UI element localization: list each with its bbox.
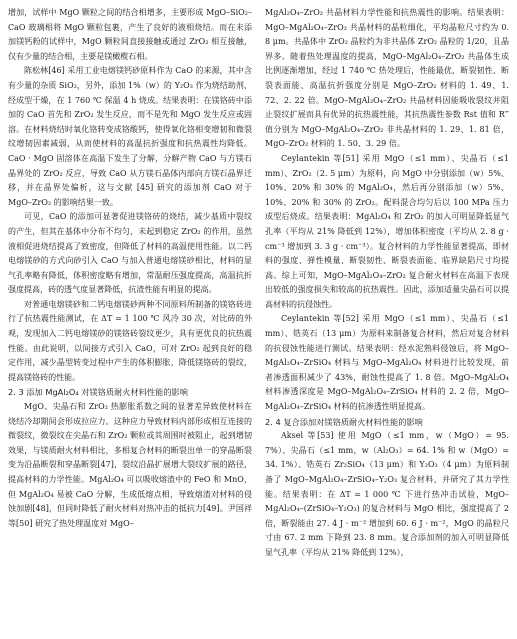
paragraph: 增加，试样中 MgO 颗粒之间的结合相增多，主要形成 MgO–SiO₂–CaO 玻璃相将 MgO 颗粒包裹，产生了良好的液相烧结。而在未添加镁钙粉的试样中，MgO 颗粒间直接接触或通过 ZrO₂ 相互接触，仅有少量的结合相，主要是镁橄榄石相。	[8, 8, 252, 61]
section-heading: 2. 3 添加 MgAl₂O₄ 对镁铬质耐火材料性能的影响	[8, 387, 188, 398]
left-column	[8, 6, 252, 633]
paragraph: 可见，CaO 的添加可显著促进镁铬砖的烧结，减少基质中裂纹的产生，但其在基体中分布不均匀，未起到稳定 ZrO₂ 的作用，虽然液相促进烧结提高了致密度，但降低了材料的高温使用性能。以二钙电熔镁砂的方式向砂引入 CaO 与加入普通电熔镁砂相比，材料的显气孔率略有降低，体积密度略有增加，常温耐压强度提高，高温抗折强度提高，砖的透气度显著降低，抗渣性能有明显的提高。	[8, 212, 252, 295]
paragraph: Ceylantekin 等[51] 采用 MgO（≤1 mm）、尖晶石（≤1 mm）、ZrO₂（2. 5 μm）为原料，向 MgO 中分别添加（w）5%、10%、20% 和 30% 的 MgAl₂O₄，然后再分别添加（w）5%、10%、20% 和 30% 的 ZrO₂。配料混合均匀后以 100 MPa 压力成型后烧成。结果表明：MgAl₂O₄ 和 ZrO₂ 的加入可明显降低显气孔率（平均从 21% 降低到 12%），增加体积密度（平均从 2. 8 g · cm⁻³ 增加到 3. 3 g · cm⁻³）。复合材料的力学性能显著提高，即材料的强度、弹性模量、断裂韧性、断裂表面能、临界缺陷尺寸均提高。综上可知，MgO–MgAl₂O₄–ZrO₂ 复合耐火材料在高温下表现出较低的强度损失和较高的抗热震性。因此，添加适量尖晶石可以提高材料的抗侵蚀性。	[265, 153, 509, 309]
right-column	[265, 6, 509, 633]
paragraph: Aksel 等[53] 使用 MgO（≤1 mm，w（MgO）= 95. 7%）、尖晶石（≤1 mm，w（Al₂O₃）= 64. 1% 和 w（MgO）= 34. 1%）、锆英石 Zr₂SiO₄（13 μm）和 Y₂O₃（4 μm）为原料制备了 MgO–MgAl₂O₄–ZrSiO₄–Y₂O₃ 复合材料，并研究了其力学性能。结果表明：在 ΔT = 1 000 ℃ 下进行热冲击试验，MgO–MgAl₂O₄–(ZrSiO₄–Y₂O₃) 的复合材料与 MgO 相比，强度提高了 2 倍，断裂能由 27. 4 J · m⁻² 增加到 60. 6 J · m⁻²，MgO 的晶粒尺寸由 67. 2 mm 下降到 23. 8 mm。复合添加剂的加入可明显降低显气孔率（平均从 21% 降低到 12%），	[265, 431, 509, 557]
section-heading: 2. 4 复合添加对镁铬质耐火材料性能的影响	[265, 416, 423, 427]
paragraph: Ceylantekin 等[52] 采用 MgO（≤1 mm）、尖晶石（≤1 mm）、锆英石（13 μm）为原料来制备复合材料，然后对复合材料的抗侵蚀性能进行测试。结果表明：经水泥熟料侵蚀后，将 MgO–MgAl₂O₄–ZrSiO₄ 材料与 MgO–MgAl₂O₄ 材料进行比较发现，前者渗透面积减少了 43%，耐蚀性提高了 1. 8 倍。MgO–MgAl₂O₄ 材料渗透深度是 MgO–MgAl₂O₄–ZrSiO₄ 材料的 2. 2 倍，MgO–MgAl₂O₄–ZrSiO₄ 材料的抗渗透性明显提高。	[265, 314, 509, 412]
paragraph: 对普通电熔镁砂和二钙电熔镁砂两种不同原料所制备的镁铬砖进行了抗热震性能测试，在 ΔT = 1 100 ℃ 风冷 30 次，对比砖的外观，发现加入二钙电熔镁砂的镁铬砖裂纹更少，具有更优良的抗热震性能。由此说明，以间接方式引入 CaO，可对 ZrO₂ 起到良好的稳定作用，减少晶型转变过程中产生的体积膨胀，降低镁铬砖的裂纹，提高镁铬砖的性能。	[8, 299, 252, 382]
paragraph: MgAl₂O₄–ZrO₂ 共晶材料力学性能和抗热震性的影响。结果表明：MgO–MgAl₂O₄–ZrO₂ 共晶材料的晶粒细化，平均晶粒尺寸约为 0. 8 μm。共晶体中 ZrO₂ 晶粒约为非共晶体 ZrO₂ 晶粒的 1/20，且晶界多。随着热处理温度的提高，MgO–MgAl₂O₄–ZrO₂ 共晶体生成比例逐渐增加，经过 1 740 ℃ 热处理后，性能最优，断裂韧性、断裂表面能、高温抗折强度分别是 MgO–ZrO₂ 材料的 1. 49、1. 72、2. 22 倍。MgO–MgAl₂O₄–ZrO₂ 共晶材料因能吸收裂纹并阻止裂纹扩展而具有优异的抗热震性能，其抗热震性参数 Rst 值和 R‴ 值分别为 MgO–MgAl₂O₄–ZrO₂ 非共晶材料的 1. 29、1. 81 倍，MgO–ZrO₂ 材料的 1. 50、3. 29 倍。	[265, 8, 509, 149]
paragraph: MgO、尖晶石和 ZrO₂ 热膨胀系数之间的显著差异致使材料在烧结冷却期间会形成拉应力。这种应力导致材料内部形成相互连接的微裂纹，微裂纹在尖晶石和 ZrO₂ 颗粒或其周围时被阻止，起到增韧效果，与镁质耐火材料相比，多相复合材料的断裂出单一的穿晶断裂变为沿晶断裂和穿晶断裂[47]，裂纹沿晶扩展增大裂纹扩展的路径，提高材料的力学性能。MgAl₂O₄ 可以吸收熔渣中的 FeO 和 MnO，但 MgAl₂O₄ 易被 CaO 分解，生成低熔点相，导致熔渣对材料的侵蚀加剧[48]，但同时降低了耐火材料对热冲击的抵抗力[49]。尹国祥等[50] 研究了热处理温度对 MgO–	[8, 402, 252, 528]
paragraph: 陈松林[46] 采用工业电熔镁钙砂原料作为 CaO 的来源，其中含有少量的杂质 SiO₂，另外，添加 1%（w）的 Y₂O₃ 作为烧结助剂，经成型干燥，在 1 760 ℃ 保温 4 h 烧成。结果表明：在镁铬砖中添加的 CaO 首先和 ZrO₂ 发生反应，而不是先和 MgO 发生反应或固溶。在材料烧结时氧化铬转变成铬酸钙，使得氧化铬相变增韧和微裂纹增韧因素减弱，从而使材料的高温抗折强度和抗热震性均降低。CaO · MgO 固溶体在高温下发生了分解，分解产物 CaO 与方镁石晶界处的 ZrO₂ 反应，导致 CaO 从方镁石晶体内部向方镁石晶界迁移，并在晶界处偏析，这与文献 [45] 研究的添加剂 CaO 对于 MgO–ZrO₂ 的影响结果一致。	[8, 66, 252, 207]
